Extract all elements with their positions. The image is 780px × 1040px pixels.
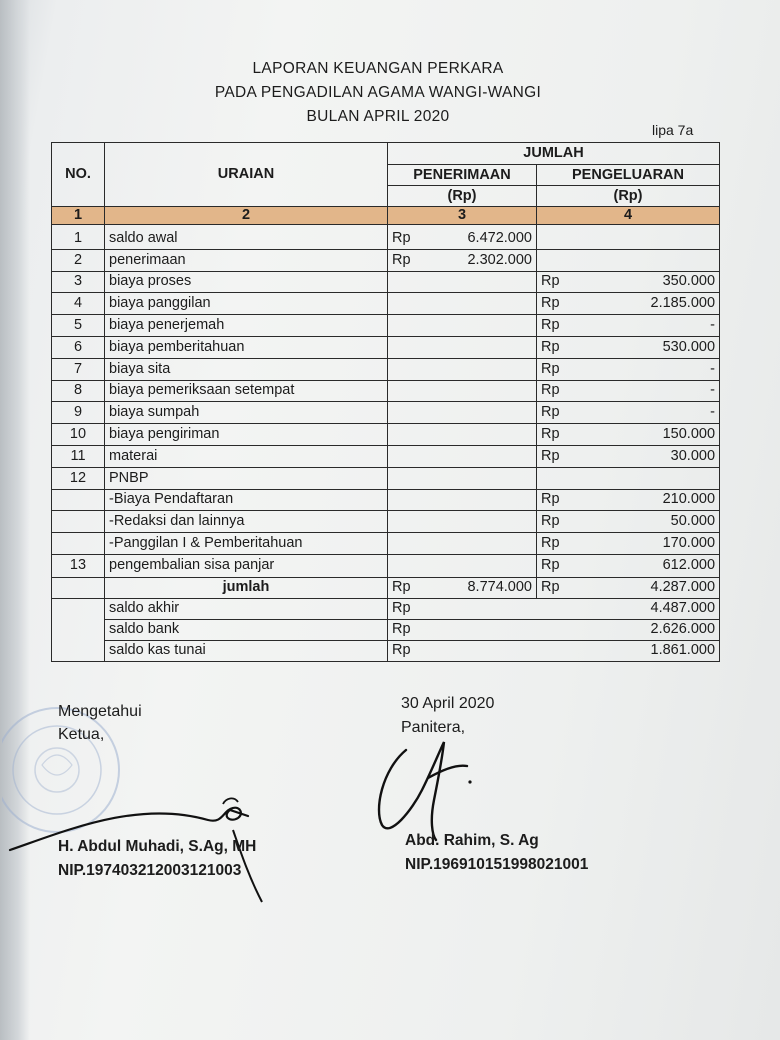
left-signatory bbox=[58, 835, 256, 883]
header-rp-in: (Rp) bbox=[388, 186, 537, 207]
title-line-3: BULAN APRIL 2020 bbox=[306, 108, 450, 125]
row-number: 1 bbox=[52, 225, 105, 250]
col-number-4: 4 bbox=[537, 207, 720, 225]
row-number: 11 bbox=[52, 445, 105, 467]
clerk-label: Panitera, bbox=[401, 719, 466, 736]
expense-rp: Rp bbox=[541, 317, 560, 334]
row-description: saldo awal bbox=[105, 225, 388, 250]
chairman-nip: NIP.197403212003121003 bbox=[58, 862, 242, 879]
expense-rp: Rp bbox=[541, 273, 560, 290]
table-row bbox=[52, 249, 720, 271]
table-row bbox=[52, 225, 720, 250]
row-number: 4 bbox=[52, 293, 105, 315]
row-number bbox=[52, 489, 105, 511]
balance-rp: Rp bbox=[392, 600, 411, 617]
row-number: 7 bbox=[52, 358, 105, 380]
expense-value: - bbox=[710, 404, 716, 421]
table-row bbox=[52, 293, 720, 315]
row-description: pengembalian sisa panjar bbox=[105, 554, 388, 577]
report-title bbox=[160, 57, 596, 129]
total-in-rp: Rp bbox=[392, 579, 411, 596]
expense-rp: Rp bbox=[541, 513, 560, 530]
expense-rp: Rp bbox=[541, 404, 560, 421]
row-description: -Biaya Pendaftaran bbox=[105, 489, 388, 511]
table-row bbox=[52, 467, 720, 489]
row-number: 13 bbox=[52, 554, 105, 577]
row-description: -Redaksi dan lainnya bbox=[105, 511, 388, 533]
expense-rp: Rp bbox=[541, 491, 560, 508]
expense-value: 530.000 bbox=[662, 338, 716, 355]
expense-value: - bbox=[710, 382, 716, 399]
clerk-nip: NIP.196910151998021001 bbox=[405, 856, 589, 873]
table-row bbox=[52, 511, 720, 533]
balance-label: saldo akhir bbox=[105, 598, 388, 619]
expense-value: 170.000 bbox=[662, 535, 716, 552]
header-jumlah: JUMLAH bbox=[388, 143, 720, 165]
header-uraian: URAIAN bbox=[105, 143, 388, 207]
expense-rp: Rp bbox=[541, 447, 560, 464]
clerk-name: Abd. Rahim, S. Ag bbox=[405, 832, 539, 849]
row-description: biaya sita bbox=[105, 358, 388, 380]
row-description: -Panggilan I & Pemberitahuan bbox=[105, 533, 388, 555]
balance-row bbox=[52, 598, 720, 619]
total-label: jumlah bbox=[105, 577, 388, 598]
signature-date: 30 April 2020 bbox=[401, 695, 495, 712]
expense-rp: Rp bbox=[541, 338, 560, 355]
expense-rp: Rp bbox=[541, 295, 560, 312]
expense-value: 2.185.000 bbox=[650, 295, 716, 312]
table-row bbox=[52, 315, 720, 337]
right-signatory bbox=[405, 829, 588, 877]
expense-value: 150.000 bbox=[662, 426, 716, 443]
row-description: penerimaan bbox=[105, 249, 388, 271]
balance-label: saldo kas tunai bbox=[105, 640, 388, 661]
income-value: 6.472.000 bbox=[467, 229, 532, 246]
col-number-1: 1 bbox=[52, 207, 105, 225]
balance-rp: Rp bbox=[392, 642, 411, 659]
balance-value: 1.861.000 bbox=[650, 642, 716, 659]
row-description: materai bbox=[105, 445, 388, 467]
expense-rp: Rp bbox=[541, 556, 560, 573]
expense-rp: Rp bbox=[541, 426, 560, 443]
total-out-value: 4.287.000 bbox=[650, 579, 716, 596]
expense-value: - bbox=[710, 360, 716, 377]
row-description: biaya pemeriksaan setempat bbox=[105, 380, 388, 402]
balance-row bbox=[52, 619, 720, 640]
expense-value: 50.000 bbox=[670, 513, 716, 530]
income-rp: Rp bbox=[392, 229, 411, 246]
financial-report-table bbox=[51, 142, 720, 662]
expense-value: 30.000 bbox=[670, 447, 716, 464]
table-row bbox=[52, 445, 720, 467]
row-number: 2 bbox=[52, 249, 105, 271]
expense-rp: Rp bbox=[541, 535, 560, 552]
balance-row bbox=[52, 640, 720, 661]
row-number: 5 bbox=[52, 315, 105, 337]
header-penerimaan: PENERIMAAN bbox=[388, 165, 537, 186]
table-row bbox=[52, 533, 720, 555]
expense-rp: Rp bbox=[541, 382, 560, 399]
row-number: 9 bbox=[52, 402, 105, 424]
chairman-name: H. Abdul Muhadi, S.Ag, MH bbox=[58, 838, 257, 855]
table-row bbox=[52, 489, 720, 511]
row-description: biaya panggilan bbox=[105, 293, 388, 315]
expense-value: 612.000 bbox=[662, 556, 716, 573]
table-row bbox=[52, 380, 720, 402]
income-value: 2.302.000 bbox=[467, 251, 532, 268]
header-no: NO. bbox=[52, 143, 105, 207]
table-row bbox=[52, 271, 720, 293]
table-row bbox=[52, 554, 720, 577]
total-row bbox=[52, 577, 720, 598]
row-description: PNBP bbox=[105, 467, 388, 489]
expense-rp: Rp bbox=[541, 360, 560, 377]
row-description: biaya penerjemah bbox=[105, 315, 388, 337]
title-line-2: PADA PENGADILAN AGAMA WANGI-WANGI bbox=[214, 84, 542, 101]
balance-label: saldo bank bbox=[105, 619, 388, 640]
table-row bbox=[52, 402, 720, 424]
header-pengeluaran: PENGELUARAN bbox=[537, 165, 720, 186]
header-rp-out: (Rp) bbox=[537, 186, 720, 207]
row-description: biaya pemberitahuan bbox=[105, 336, 388, 358]
row-number bbox=[52, 511, 105, 533]
balance-value: 2.626.000 bbox=[650, 621, 716, 638]
table-row bbox=[52, 358, 720, 380]
income-rp: Rp bbox=[392, 251, 411, 268]
row-description: biaya pengiriman bbox=[105, 424, 388, 446]
total-out-rp: Rp bbox=[541, 579, 560, 596]
chairman-label: Ketua, bbox=[58, 726, 105, 743]
balance-value: 4.487.000 bbox=[650, 600, 716, 617]
row-number: 3 bbox=[52, 271, 105, 293]
expense-value: 210.000 bbox=[662, 491, 716, 508]
form-reference: lipa 7a bbox=[652, 122, 694, 138]
expense-value: 350.000 bbox=[662, 273, 716, 290]
title-line-1: LAPORAN KEUANGAN PERKARA bbox=[252, 60, 504, 77]
expense-value: - bbox=[710, 317, 716, 334]
row-description: biaya proses bbox=[105, 271, 388, 293]
row-number: 12 bbox=[52, 467, 105, 489]
left-signature-heading bbox=[58, 700, 142, 746]
row-description: biaya sumpah bbox=[105, 402, 388, 424]
row-number: 6 bbox=[52, 336, 105, 358]
table-row bbox=[52, 336, 720, 358]
row-number bbox=[52, 533, 105, 555]
col-number-2: 2 bbox=[105, 207, 388, 225]
total-in-value: 8.774.000 bbox=[467, 579, 532, 596]
col-number-3: 3 bbox=[388, 207, 537, 225]
balance-rp: Rp bbox=[392, 621, 411, 638]
table-row bbox=[52, 424, 720, 446]
acknowledged-label: Mengetahui bbox=[58, 703, 142, 720]
row-number: 8 bbox=[52, 380, 105, 402]
row-number: 10 bbox=[52, 424, 105, 446]
